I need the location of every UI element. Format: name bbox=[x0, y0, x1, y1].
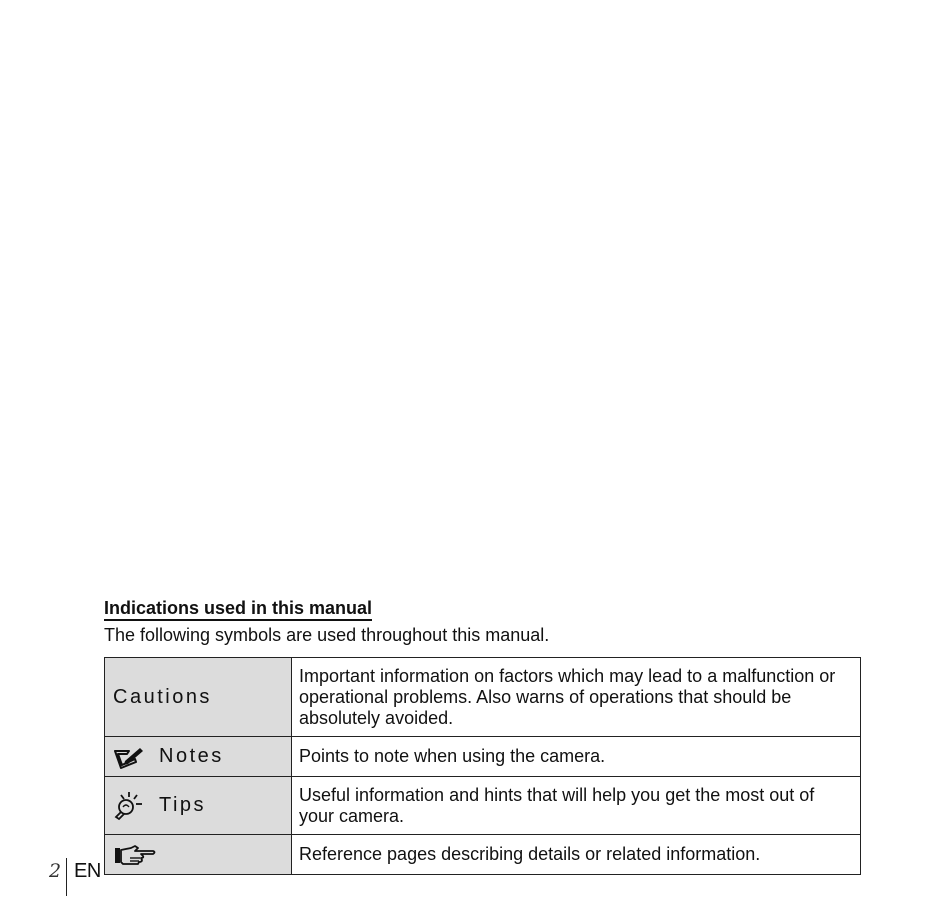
table-row bbox=[105, 737, 861, 777]
symbol-cell bbox=[105, 658, 292, 737]
table-row bbox=[105, 835, 861, 875]
notes-pencil-icon bbox=[113, 745, 145, 769]
table-row bbox=[105, 658, 861, 737]
description-cell: Points to note when using the camera. bbox=[292, 737, 861, 777]
tips-label: Tips bbox=[159, 794, 207, 816]
section-heading: Indications used in this manual bbox=[104, 597, 372, 621]
symbols-table bbox=[104, 657, 861, 875]
symbol-cell bbox=[105, 777, 292, 835]
section-intro: The following symbols are used throughout this manual. bbox=[104, 625, 550, 645]
page-language-code: EN bbox=[74, 860, 101, 882]
symbol-cell bbox=[105, 835, 292, 875]
page-divider bbox=[66, 858, 67, 896]
reference-pointing-hand-icon bbox=[113, 844, 157, 866]
symbol-cell bbox=[105, 737, 292, 777]
page-number: 2 bbox=[49, 860, 62, 882]
tips-lightbulb-icon bbox=[113, 791, 145, 821]
cautions-label: Cautions bbox=[113, 685, 212, 708]
notes-label: Notes bbox=[159, 745, 224, 767]
description-cell: Useful information and hints that will help you get the most out of your camera. bbox=[292, 777, 861, 835]
description-cell: Important information on factors which may lead to a malfunction or operational problems. Also warns of operations that should be absolutely avoided. bbox=[292, 658, 861, 737]
description-cell: Reference pages describing details or related information. bbox=[292, 835, 861, 875]
table-row bbox=[105, 777, 861, 835]
